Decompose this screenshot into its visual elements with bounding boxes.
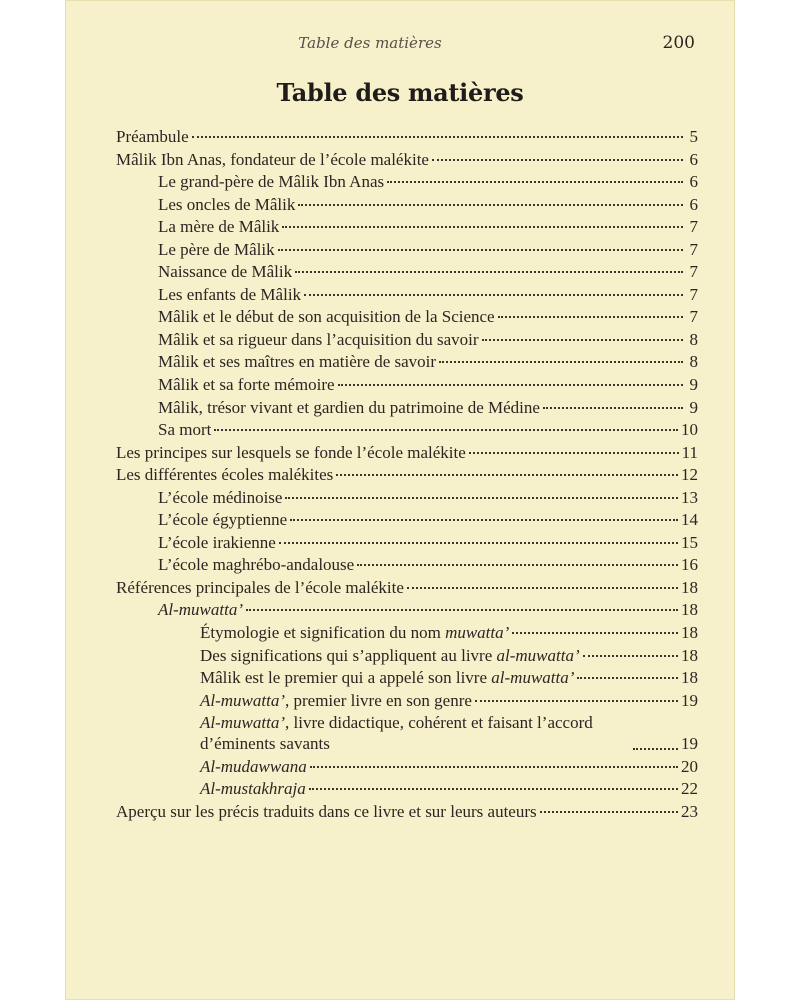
toc-entry[interactable] (116, 126, 698, 147)
dot-leader (290, 519, 678, 521)
toc-entry-page: 7 (689, 239, 698, 259)
toc-entry[interactable] (116, 374, 698, 395)
toc-entry-page: 18 (681, 600, 698, 620)
dot-leader (279, 542, 678, 544)
toc-entry[interactable] (116, 801, 698, 822)
running-head (65, 34, 735, 58)
toc-entry-label: Al-muwatta’ (158, 600, 243, 620)
dot-leader (543, 407, 683, 409)
toc-entry-page: 18 (681, 645, 698, 665)
toc-entry[interactable] (116, 532, 698, 553)
toc-entry[interactable] (116, 464, 698, 485)
toc-entry-label: Mâlik et sa rigueur dans l’acquisition du savoir (158, 329, 479, 349)
toc-entry[interactable] (116, 194, 698, 215)
toc-entry-label-text: Des significations qui s’appliquent au livre (200, 645, 497, 665)
toc-entry-page: 13 (681, 487, 698, 507)
toc-entry[interactable] (116, 756, 698, 777)
toc-entry-page: 11 (681, 442, 698, 462)
toc-entry-page: 19 (681, 734, 698, 754)
toc-entry-label: Les différentes écoles malékites (116, 465, 334, 485)
toc-entry-page: 18 (681, 623, 698, 643)
toc-entry-label-text: , premier livre en son genre (285, 690, 472, 710)
dot-leader (469, 452, 679, 454)
toc-entry-page: 6 (689, 172, 698, 192)
toc-entry-page: 6 (689, 149, 698, 169)
dot-leader (304, 294, 683, 296)
dot-leader (482, 339, 683, 341)
dot-leader (298, 204, 683, 206)
toc-entry-page: 14 (681, 510, 698, 530)
toc-entry-label (200, 667, 574, 688)
toc-entry[interactable] (116, 442, 698, 463)
toc-entry-label-italic: Al-muwatta’ (200, 690, 285, 710)
toc-entry[interactable] (116, 239, 698, 260)
dot-leader (577, 677, 678, 679)
toc-entry[interactable] (116, 171, 698, 192)
dot-leader (512, 632, 678, 634)
toc-entry[interactable] (116, 645, 698, 666)
toc-entry-page: 8 (689, 329, 698, 349)
toc-entry-page: 8 (689, 352, 698, 372)
toc-entry-page: 23 (681, 801, 698, 821)
toc-entry-page: 22 (681, 779, 698, 799)
page-number: 200 (662, 33, 695, 53)
toc-entry-label-text: Étymologie et signification du nom (200, 623, 446, 643)
toc-entry[interactable] (116, 419, 698, 440)
dot-leader (439, 361, 683, 363)
toc-entry[interactable] (116, 778, 698, 799)
toc-entry-page: 15 (681, 532, 698, 552)
toc-entry-label: L’école maghrébo-andalouse (158, 555, 355, 575)
toc-entry[interactable] (116, 554, 698, 575)
toc-entry-page: 18 (681, 577, 698, 597)
toc-entry-label-text: Mâlik est le premier qui a appelé son livre (200, 668, 492, 688)
toc-entry-label: Le père de Mâlik (158, 239, 275, 259)
dot-leader (310, 766, 678, 768)
toc-entry[interactable] (116, 284, 698, 305)
toc-entry-label: Naissance de Mâlik (158, 262, 293, 282)
toc-entry[interactable] (116, 351, 698, 372)
dot-leader (282, 226, 683, 228)
toc-entry[interactable] (116, 667, 698, 688)
toc-entry-label: L’école médinoise (158, 487, 283, 507)
dot-leader (357, 564, 678, 566)
book-page (65, 0, 735, 1000)
toc-entry[interactable] (116, 487, 698, 508)
toc-entry-page: 9 (689, 397, 698, 417)
dot-leader (214, 429, 678, 431)
running-head-title: Table des matières (298, 34, 442, 52)
toc-entry[interactable] (116, 577, 698, 598)
dot-leader (246, 609, 678, 611)
toc-entry-label: Mâlik Ibn Anas, fondateur de l’école malékite (116, 149, 429, 169)
toc-entry[interactable] (116, 509, 698, 530)
toc-entry-page: 12 (681, 465, 698, 485)
toc-entry-label: L’école irakienne (158, 532, 276, 552)
toc-entry-page: 7 (689, 307, 698, 327)
toc-entry-page: 7 (689, 217, 698, 237)
toc-entry-page: 9 (689, 375, 698, 395)
toc-entry-label: Al-mudawwana (200, 756, 307, 776)
toc-entry[interactable] (116, 306, 698, 327)
toc-entry-page: 5 (689, 127, 698, 146)
dot-leader (387, 181, 683, 183)
dot-leader (285, 497, 678, 499)
dot-leader (336, 474, 678, 476)
toc-entry-label (200, 690, 472, 711)
dot-leader (540, 811, 678, 813)
toc-entry-label-text: , livre didactique, cohérent et faisant l’accord d’éminents savants (200, 713, 593, 754)
dot-leader (278, 249, 683, 251)
toc-entry-label: Aperçu sur les précis traduits dans ce livre et sur leurs auteurs (116, 801, 537, 821)
toc-entry-page: 7 (689, 284, 698, 304)
toc-entry-label: Mâlik et le début de son acquisition de la Science (158, 307, 495, 327)
toc-entry-page: 7 (689, 262, 698, 282)
toc-entry[interactable] (116, 329, 698, 350)
dot-leader (407, 587, 678, 589)
dot-leader (498, 316, 683, 318)
toc-entry-label: Références principales de l’école malékite (116, 577, 404, 597)
dot-leader (583, 655, 678, 657)
toc-entry-label: Mâlik, trésor vivant et gardien du patrimoine de Médine (158, 397, 540, 417)
toc-entry[interactable] (116, 712, 698, 754)
toc-entry-label-italic: al-muwatta’ (491, 668, 575, 688)
toc-entry[interactable] (116, 261, 698, 282)
dot-leader (309, 788, 678, 790)
toc-entry-label: Les oncles de Mâlik (158, 194, 296, 214)
toc-entry-label: Mâlik et sa forte mémoire (158, 375, 335, 395)
toc-entry-label: Les enfants de Mâlik (158, 284, 302, 304)
toc-entry-label: Préambule (116, 127, 189, 146)
toc-entry-page: 6 (689, 194, 698, 214)
toc-entry-page: 20 (681, 756, 698, 776)
toc-entry[interactable] (116, 216, 698, 237)
dot-leader (295, 271, 683, 273)
toc-entry-label-italic: Al-muwatta’ (200, 713, 285, 733)
page-title: Table des matières (276, 78, 524, 107)
toc-entry[interactable] (116, 599, 698, 620)
dot-leader (432, 159, 683, 161)
toc-entry-page: 10 (681, 420, 698, 440)
toc-entry-page: 19 (681, 690, 698, 710)
toc-entry-page: 16 (681, 555, 698, 575)
toc-entry-label: La mère de Mâlik (158, 217, 280, 237)
toc-entry[interactable] (116, 149, 698, 170)
table-of-contents (116, 126, 698, 823)
toc-entry-label-italic: al-muwatta’ (496, 645, 580, 665)
dot-leader (633, 748, 678, 750)
toc-entry-label: Les principes sur lesquels se fonde l’école malékite (116, 442, 466, 462)
toc-entry[interactable] (116, 622, 698, 643)
toc-entry-label: Sa mort (158, 420, 212, 440)
toc-entry-label: L’école égyptienne (158, 510, 288, 530)
dot-leader (338, 384, 683, 386)
toc-entry[interactable] (116, 690, 698, 711)
dot-leader (192, 136, 683, 138)
toc-entry-page: 18 (681, 668, 698, 688)
toc-entry-label: Le grand-père de Mâlik Ibn Anas (158, 172, 385, 192)
toc-entry-label: Al-mustakhraja (200, 779, 306, 799)
toc-entry[interactable] (116, 397, 698, 418)
toc-entry-label (200, 622, 509, 643)
toc-entry-label (200, 645, 580, 666)
dot-leader (475, 700, 678, 702)
toc-entry-label-italic: muwatta’ (445, 623, 510, 643)
toc-entry-label (200, 712, 630, 754)
toc-entry-label: Mâlik et ses maîtres en matière de savoir (158, 352, 437, 372)
